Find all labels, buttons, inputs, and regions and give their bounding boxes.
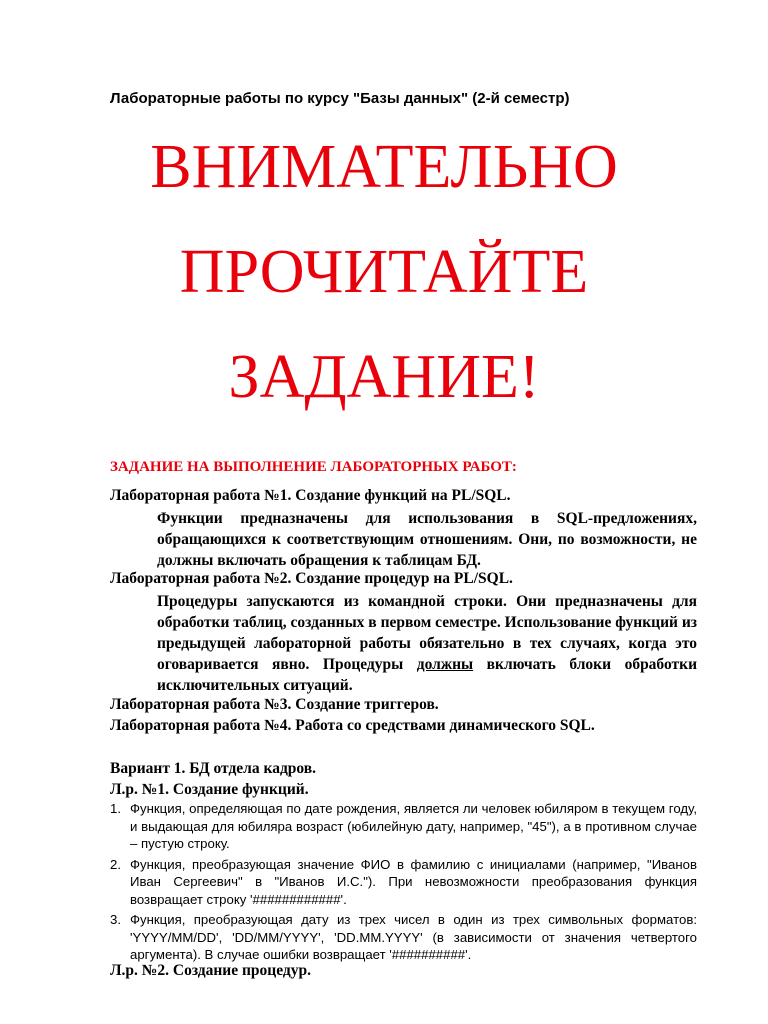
list-item-text: Функция, преобразующая значение ФИО в фамилию с инициалами (например, "Иванов Иван Сергеевич" в "Иванов И.С."). При невозможности преобразования функция возвращает строку '############'. <box>130 856 697 907</box>
list-item-text: Функция, преобразующая дату из трех чисел в один из трех символьных форматов: 'YYYY/MM/DD', 'DD/MM/YYYY', 'DD.MM.YYYY' (в зависимости от значения четвертого аргумента). В случае ошибки возвращает '##########'. <box>130 912 697 962</box>
lab-3-title: Лабораторная работа №3. Создание триггеров. <box>110 696 439 713</box>
list-item <box>110 911 697 964</box>
lab-2-desc-b: включать блоки обработки исключительных ситуаций. <box>157 656 698 694</box>
list-item <box>110 800 697 853</box>
lab-1-description: Функции предназначены для использования в SQL-предложениях, обращающихся к соответствующим отношениям. Они, по возможности, не должны включать обращения к таблицам БД. <box>157 510 697 569</box>
list-item-number: 2. <box>110 856 121 872</box>
list-item <box>110 856 697 909</box>
warning-line-1: ВНИМАТЕЛЬНО <box>150 133 618 201</box>
lr2-heading: Л.р. №2. Создание процедур. <box>110 962 311 979</box>
warning-line-2: ПРОЧИТАЙТЕ <box>179 238 589 306</box>
list-item-number: 1. <box>110 801 121 816</box>
variant-title: Вариант 1. БД отдела кадров. <box>110 760 317 777</box>
lab-2-description <box>157 591 697 696</box>
task-title: ЗАДАНИЕ НА ВЫПОЛНЕНИЕ ЛАБОРАТОРНЫХ РАБОТ: <box>110 459 517 475</box>
lab-1-title: Лабораторная работа №1. Создание функций на PL/SQL. <box>110 487 511 504</box>
lab-2-desc-emphasis: должны <box>416 656 474 673</box>
lab-2-desc-a: Процедуры запускаются из командной строки. Они предназначены для обработки таблиц, созданных в первом семестре. Использование функций из предыдущей лабораторной работы обязательно в тех случаях, когда это оговаривается явно. Процедуры <box>157 593 697 673</box>
list-item-number: 3. <box>110 912 121 927</box>
function-list <box>110 800 697 967</box>
document-header: Лабораторные работы по курсу "Базы данных" (2-й семестр) <box>110 90 570 107</box>
list-item-text: Функция, определяющая по дате рождения, является ли человек юбиляром в текущем году, и выдающая для юбиляра возраст (юбилейную дату, например, "45"), а в противном случае – пустую строку. <box>130 801 697 851</box>
lab-2-title: Лабораторная работа №2. Создание процедур на PL/SQL. <box>110 570 513 587</box>
lr1-heading: Л.р. №1. Создание функций. <box>110 781 309 798</box>
warning-line-3: ЗАДАНИЕ! <box>228 343 540 411</box>
lab-4-title: Лабораторная работа №4. Работа со средствами динамического SQL. <box>110 717 595 734</box>
